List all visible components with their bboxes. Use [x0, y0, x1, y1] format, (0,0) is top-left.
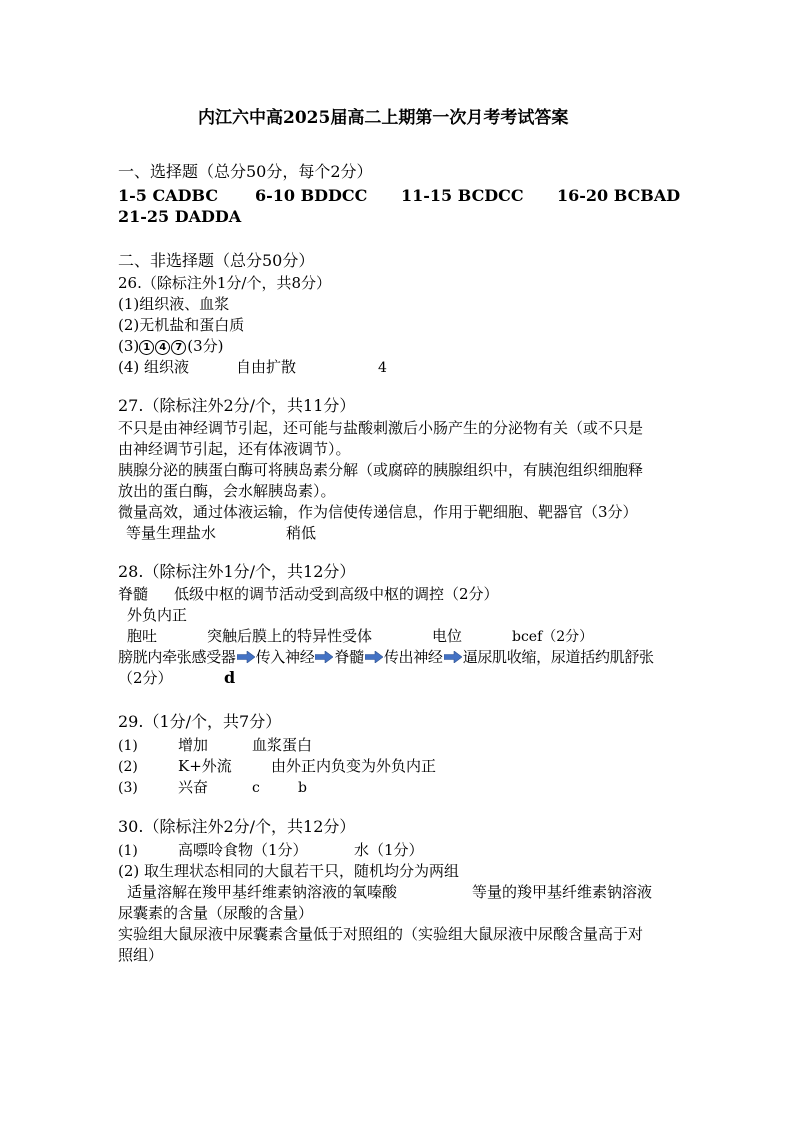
q30-row-2: (2) 取生理状态相同的大鼠若干只，随机均分为两组	[118, 862, 460, 880]
q27-line-5: 微量高效，通过体液运输，作为信使传递信息，作用于靶细胞、靶器官（3分）	[118, 503, 638, 521]
mc-group-1: 1-5 CADBC	[118, 186, 219, 205]
q29-row-3: (3) 兴奋 c b	[118, 778, 307, 796]
mc-group-3: 11-15 BCDCC	[401, 186, 524, 205]
q30-line-5: 实验组大鼠尿液中尿囊素含量低于对照组的（实验组大鼠尿液中尿酸含量高于对	[118, 925, 644, 943]
circled-number: 1	[139, 340, 154, 355]
circled-number: 4	[155, 340, 170, 355]
q26-line-4: (4) 组织液 自由扩散 4	[118, 358, 387, 376]
q27-line-3: 胰腺分泌的胰蛋白酶可将胰岛素分解（或腐碎的胰腺组织中，有胰泡组织细胞释	[118, 461, 644, 479]
q28-heading: 28.（除标注外1分/个，共12分）	[118, 562, 356, 581]
circled-number: 7	[171, 340, 186, 355]
pathway-step: 传出神经	[383, 648, 443, 666]
right-arrow-icon	[237, 651, 255, 663]
q28-line-1: 脊髓 低级中枢的调节活动受到高级中枢的调控（2分）	[118, 585, 499, 603]
q30-row-1: (1) 高嘌呤食物（1分） 水（1分）	[118, 841, 424, 859]
page-title: 内江六中高2025届高二上期第一次月考考试答案	[198, 108, 569, 128]
right-arrow-icon	[444, 651, 462, 663]
pathway-step: 逼尿肌收缩，尿道括约肌舒张	[462, 648, 654, 666]
q30-line-4: 尿囊素的含量（尿酸的含量）	[118, 904, 314, 922]
pathway-step: 脊髓	[334, 648, 364, 666]
q30-line-3: 适量溶解在羧甲基纤维素钠溶液的氧嗪酸 等量的羧甲基纤维素钠溶液	[127, 883, 653, 901]
q26-line-3: (3) 1 4 7 (3分)	[118, 337, 224, 355]
q28-line-5: （2分） d	[118, 668, 236, 687]
pathway-step: 膀胱内牵张感受器	[118, 648, 236, 666]
q27-line-4: 放出的蛋白酶，会水解胰岛素）。	[118, 482, 336, 500]
q30-line-6: 照组）	[118, 946, 164, 964]
q29-row-1: (1) 增加 血浆蛋白	[118, 736, 313, 754]
q29-heading: 29.（1分/个，共7分）	[118, 712, 282, 731]
mc-group-2: 6-10 BDDCC	[255, 186, 368, 205]
q26-line-1: (1)组织液、血浆	[118, 295, 230, 313]
mc-group-4: 16-20 BCBAD	[557, 186, 681, 205]
section-2-heading: 二、非选择题（总分50分）	[118, 251, 315, 270]
mc-answers-row-1	[118, 186, 680, 206]
pathway-step: 传入神经	[255, 648, 315, 666]
q27-line-1: 不只是由神经调节引起，还可能与盐酸刺激后小肠产生的分泌物有关（或不只是	[118, 419, 644, 437]
q28-line-2: 外负内正	[127, 606, 188, 624]
q26-line-2: (2)无机盐和蛋白质	[118, 316, 245, 334]
mc-answers-row-2	[118, 207, 241, 227]
mc-group-5: 21-25 DADDA	[118, 207, 242, 226]
section-1-heading: 一、选择题（总分50分，每个2分）	[118, 162, 373, 181]
q27-line-2: 由神经调节引起，还有体液调节）。	[118, 440, 351, 458]
reflex-pathway	[118, 647, 654, 667]
right-arrow-icon	[365, 651, 383, 663]
q27-line-6: 等量生理盐水 稍低	[126, 524, 317, 542]
q28-line-3: 胞吐 突触后膜上的特异性受体 电位 bcef（2分）	[127, 627, 594, 645]
q30-heading: 30.（除标注外2分/个，共12分）	[118, 817, 356, 836]
q26-heading: 26.（除标注外1分/个，共8分）	[118, 274, 331, 292]
q29-row-2: (2) K+外流 由外正内负变为外负内正	[118, 757, 437, 775]
right-arrow-icon	[315, 651, 333, 663]
q27-heading: 27.（除标注外2分/个，共11分）	[118, 396, 356, 415]
